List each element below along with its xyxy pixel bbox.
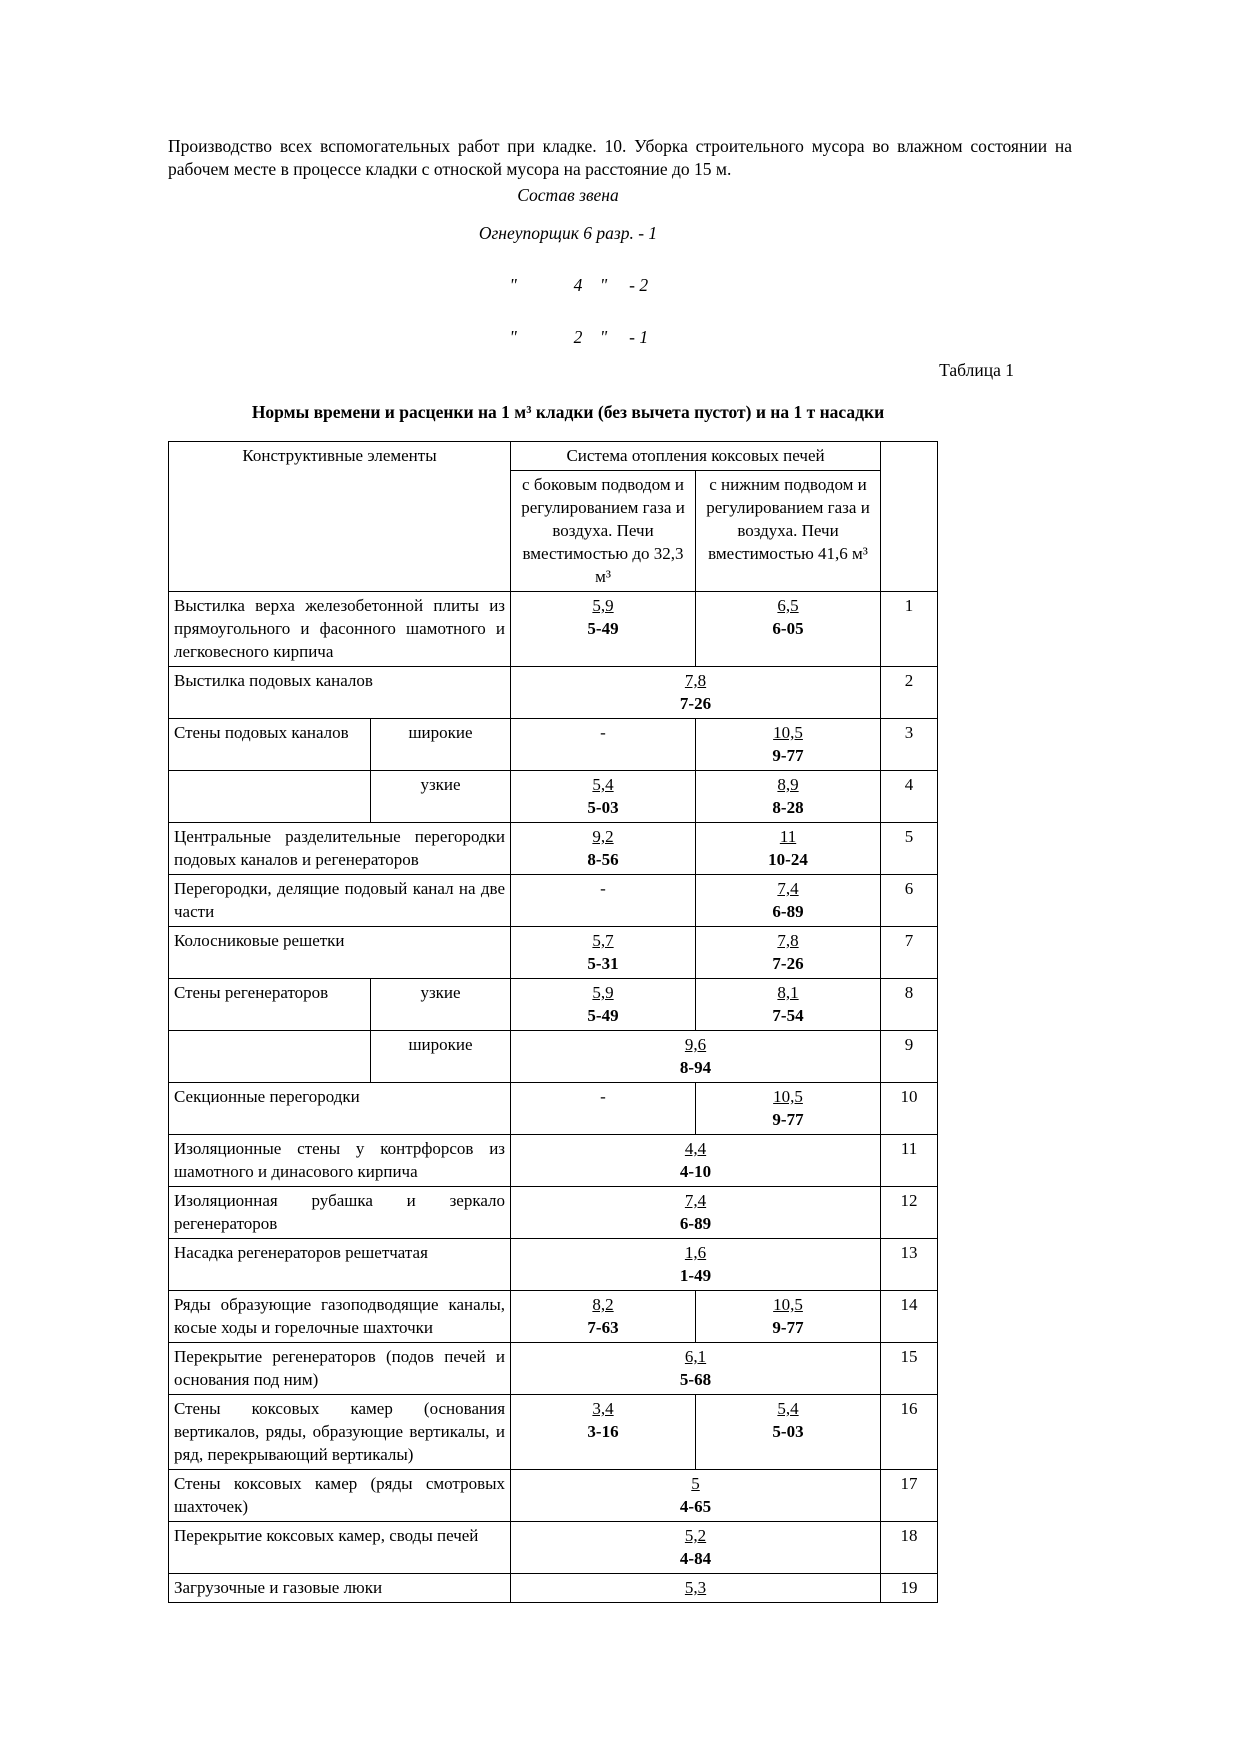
table-row xyxy=(169,1187,938,1239)
rate: 5-68 xyxy=(679,1370,712,1389)
row-number: 19 xyxy=(881,1574,938,1603)
table-row xyxy=(169,1239,938,1291)
size-label: узкие xyxy=(371,771,511,823)
element-name: Центральные разделительные перегородки подовых каналов и регенераторов xyxy=(169,823,511,875)
element-name: Загрузочные и газовые люки xyxy=(169,1574,511,1603)
rate: 5-03 xyxy=(587,798,619,817)
norm-cell xyxy=(511,1187,881,1239)
rate: 4-10 xyxy=(679,1162,712,1181)
no-value-dash: - xyxy=(600,1087,606,1106)
table-row xyxy=(169,771,938,823)
crew-line-2: " 4 " - 2 xyxy=(478,275,649,295)
norm-cell xyxy=(511,1522,881,1574)
time-norm: 3,4 xyxy=(592,1399,614,1418)
time-norm: 5 xyxy=(691,1474,700,1493)
time-norm: 5,3 xyxy=(684,1578,707,1597)
table-row xyxy=(169,719,938,771)
rate: 5-03 xyxy=(772,1422,804,1441)
element-name: Перегородки, делящие подовый канал на две части xyxy=(169,875,511,927)
element-name: Выстилка подовых каналов xyxy=(169,667,511,719)
norm-cell xyxy=(511,592,696,667)
norm-cell xyxy=(696,875,881,927)
norm-cell xyxy=(511,771,696,823)
row-number: 4 xyxy=(881,771,938,823)
element-name: Перекрытие регенераторов (подов печей и основания под ним) xyxy=(169,1343,511,1395)
norm-cell xyxy=(511,1395,696,1470)
norm-cell xyxy=(696,1395,881,1470)
table-label: Таблица 1 xyxy=(939,360,1014,380)
table-row xyxy=(169,927,938,979)
row-number: 10 xyxy=(881,1083,938,1135)
norms-table xyxy=(168,441,938,1603)
time-norm: 5,7 xyxy=(592,931,614,950)
time-norm: 11 xyxy=(779,827,797,846)
element-name: Секционные перегородки xyxy=(169,1083,511,1135)
crew-line-3: " 2 " - 1 xyxy=(478,327,649,347)
rate: 7-26 xyxy=(679,694,712,713)
time-norm: 5,4 xyxy=(777,1399,799,1418)
norm-cell xyxy=(511,719,696,771)
crew-composition-title: Состав звена xyxy=(517,185,619,205)
norm-cell xyxy=(511,667,881,719)
table-row xyxy=(169,1470,938,1522)
time-norm: 10,5 xyxy=(773,1087,803,1106)
norm-cell xyxy=(696,771,881,823)
norm-cell xyxy=(696,592,881,667)
element-name: Стены подовых каналов xyxy=(169,719,371,771)
time-norm: 5,9 xyxy=(592,983,614,1002)
element-name: Стены регенераторов xyxy=(169,979,371,1031)
element-name: Насадка регенераторов решетчатая xyxy=(169,1239,511,1291)
time-norm: 7,8 xyxy=(777,931,799,950)
time-norm: 5,9 xyxy=(592,596,614,615)
table-row xyxy=(169,592,938,667)
norm-cell xyxy=(511,823,696,875)
time-norm: 7,8 xyxy=(684,671,707,690)
col-header-bottom-supply: с нижним подводом и регулированием газа и воздуха. Печи вместимостью 41,6 м³ xyxy=(696,471,881,592)
norm-cell xyxy=(511,1031,881,1083)
col-header-number xyxy=(881,442,938,592)
row-number: 17 xyxy=(881,1470,938,1522)
time-norm: 10,5 xyxy=(773,723,803,742)
norm-cell xyxy=(511,1083,696,1135)
norm-cell xyxy=(511,1291,696,1343)
table-row xyxy=(169,1574,938,1603)
header-row-1 xyxy=(169,442,938,471)
norm-cell xyxy=(511,927,696,979)
col-header-side-supply: с боковым подводом и регулированием газа и воздуха. Печи вместимостью до 32,3 м³ xyxy=(511,471,696,592)
rate: 3-16 xyxy=(587,1422,619,1441)
row-number: 7 xyxy=(881,927,938,979)
norm-cell xyxy=(511,1343,881,1395)
row-number: 1 xyxy=(881,592,938,667)
size-label: широкие xyxy=(371,1031,511,1083)
row-number: 14 xyxy=(881,1291,938,1343)
row-number: 2 xyxy=(881,667,938,719)
table-row xyxy=(169,1291,938,1343)
time-norm: 6,5 xyxy=(777,596,799,615)
row-number: 9 xyxy=(881,1031,938,1083)
element-name: Выстилка верха железобетонной плиты из прямоугольного и фасонного шамотного и легковесного кирпича xyxy=(169,592,511,667)
no-value-dash: - xyxy=(600,879,606,898)
crew-composition xyxy=(168,220,968,350)
row-number: 3 xyxy=(881,719,938,771)
time-norm: 5,2 xyxy=(684,1526,707,1545)
rate: 5-49 xyxy=(587,1006,619,1025)
rate: 4-65 xyxy=(679,1497,712,1516)
col-header-elements: Конструктивные элементы xyxy=(169,442,511,592)
row-number: 16 xyxy=(881,1395,938,1470)
element-name-empty xyxy=(169,771,371,823)
table-row xyxy=(169,1343,938,1395)
element-name-empty xyxy=(169,1031,371,1083)
crew-line-1: Огнеупорщик 6 разр. - 1 xyxy=(478,223,658,243)
row-number: 11 xyxy=(881,1135,938,1187)
col-header-system: Система отопления коксовых печей xyxy=(511,442,881,471)
size-label: широкие xyxy=(371,719,511,771)
time-norm: 8,2 xyxy=(592,1295,614,1314)
norm-cell xyxy=(696,927,881,979)
rate: 8-94 xyxy=(679,1058,712,1077)
table-row xyxy=(169,667,938,719)
element-name: Стены коксовых камер (основания вертикалов, ряды, образующие вертикалы, и ряд, перекрывающий вертикалы) xyxy=(169,1395,511,1470)
table-row xyxy=(169,823,938,875)
intro-paragraph: Производство всех вспомогательных работ при кладке. 10. Уборка строительного мусора во влажном состоянии на рабочем месте в процессе кладки с отноской мусора на расстояние до 15 м. xyxy=(168,136,1072,179)
rate: 1-49 xyxy=(679,1266,712,1285)
element-name: Перекрытие коксовых камер, своды печей xyxy=(169,1522,511,1574)
time-norm: 8,1 xyxy=(777,983,799,1002)
table-title: Нормы времени и расценки на 1 м³ кладки (без вычета пустот) и на 1 т насадки xyxy=(251,402,885,422)
norm-cell xyxy=(511,979,696,1031)
table-row xyxy=(169,1135,938,1187)
time-norm: 10,5 xyxy=(773,1295,803,1314)
rate: 6-89 xyxy=(772,902,804,921)
rate: 4-84 xyxy=(679,1549,712,1568)
page-content xyxy=(168,135,1072,1603)
norm-cell xyxy=(696,1083,881,1135)
norm-cell xyxy=(696,719,881,771)
time-norm: 1,6 xyxy=(684,1243,707,1262)
norm-cell xyxy=(696,823,881,875)
rate: 5-31 xyxy=(587,954,619,973)
row-number: 15 xyxy=(881,1343,938,1395)
table-row xyxy=(169,1031,938,1083)
element-name: Стены коксовых камер (ряды смотровых шахточек) xyxy=(169,1470,511,1522)
table-row xyxy=(169,979,938,1031)
norm-cell xyxy=(511,875,696,927)
norm-cell xyxy=(696,979,881,1031)
no-value-dash: - xyxy=(600,723,606,742)
rate: 5-49 xyxy=(587,619,619,638)
element-name: Ряды образующие газоподводящие каналы, косые ходы и горелочные шахточки xyxy=(169,1291,511,1343)
time-norm: 9,2 xyxy=(592,827,614,846)
norm-cell xyxy=(511,1239,881,1291)
norm-cell xyxy=(511,1135,881,1187)
time-norm: 9,6 xyxy=(684,1035,707,1054)
rate: 9-77 xyxy=(772,1110,804,1129)
time-norm: 7,4 xyxy=(777,879,799,898)
rate: 9-77 xyxy=(772,1318,804,1337)
rate: 6-89 xyxy=(679,1214,712,1233)
row-number: 12 xyxy=(881,1187,938,1239)
rate: 8-28 xyxy=(772,798,804,817)
norm-cell xyxy=(511,1574,881,1603)
table-row xyxy=(169,1395,938,1470)
norm-cell xyxy=(511,1470,881,1522)
row-number: 18 xyxy=(881,1522,938,1574)
row-number: 8 xyxy=(881,979,938,1031)
table-row xyxy=(169,1522,938,1574)
row-number: 13 xyxy=(881,1239,938,1291)
time-norm: 4,4 xyxy=(684,1139,707,1158)
element-name: Изоляционные стены у контрфорсов из шамотного и динасового кирпича xyxy=(169,1135,511,1187)
centered-block xyxy=(168,185,968,350)
table-row xyxy=(169,1083,938,1135)
element-name: Изоляционная рубашка и зеркало регенераторов xyxy=(169,1187,511,1239)
rate: 7-54 xyxy=(772,1006,804,1025)
time-norm: 5,4 xyxy=(592,775,614,794)
norm-cell xyxy=(696,1291,881,1343)
rate: 8-56 xyxy=(587,850,619,869)
row-number: 5 xyxy=(881,823,938,875)
rate: 7-26 xyxy=(772,954,804,973)
size-label: узкие xyxy=(371,979,511,1031)
time-norm: 6,1 xyxy=(684,1347,707,1366)
row-number: 6 xyxy=(881,875,938,927)
table-row xyxy=(169,875,938,927)
time-norm: 8,9 xyxy=(777,775,799,794)
crew-lines-block xyxy=(479,220,657,350)
rate: 9-77 xyxy=(772,746,804,765)
time-norm: 7,4 xyxy=(684,1191,707,1210)
rate: 10-24 xyxy=(768,850,808,869)
element-name: Колосниковые решетки xyxy=(169,927,511,979)
rate: 6-05 xyxy=(772,619,804,638)
rate: 7-63 xyxy=(587,1318,619,1337)
